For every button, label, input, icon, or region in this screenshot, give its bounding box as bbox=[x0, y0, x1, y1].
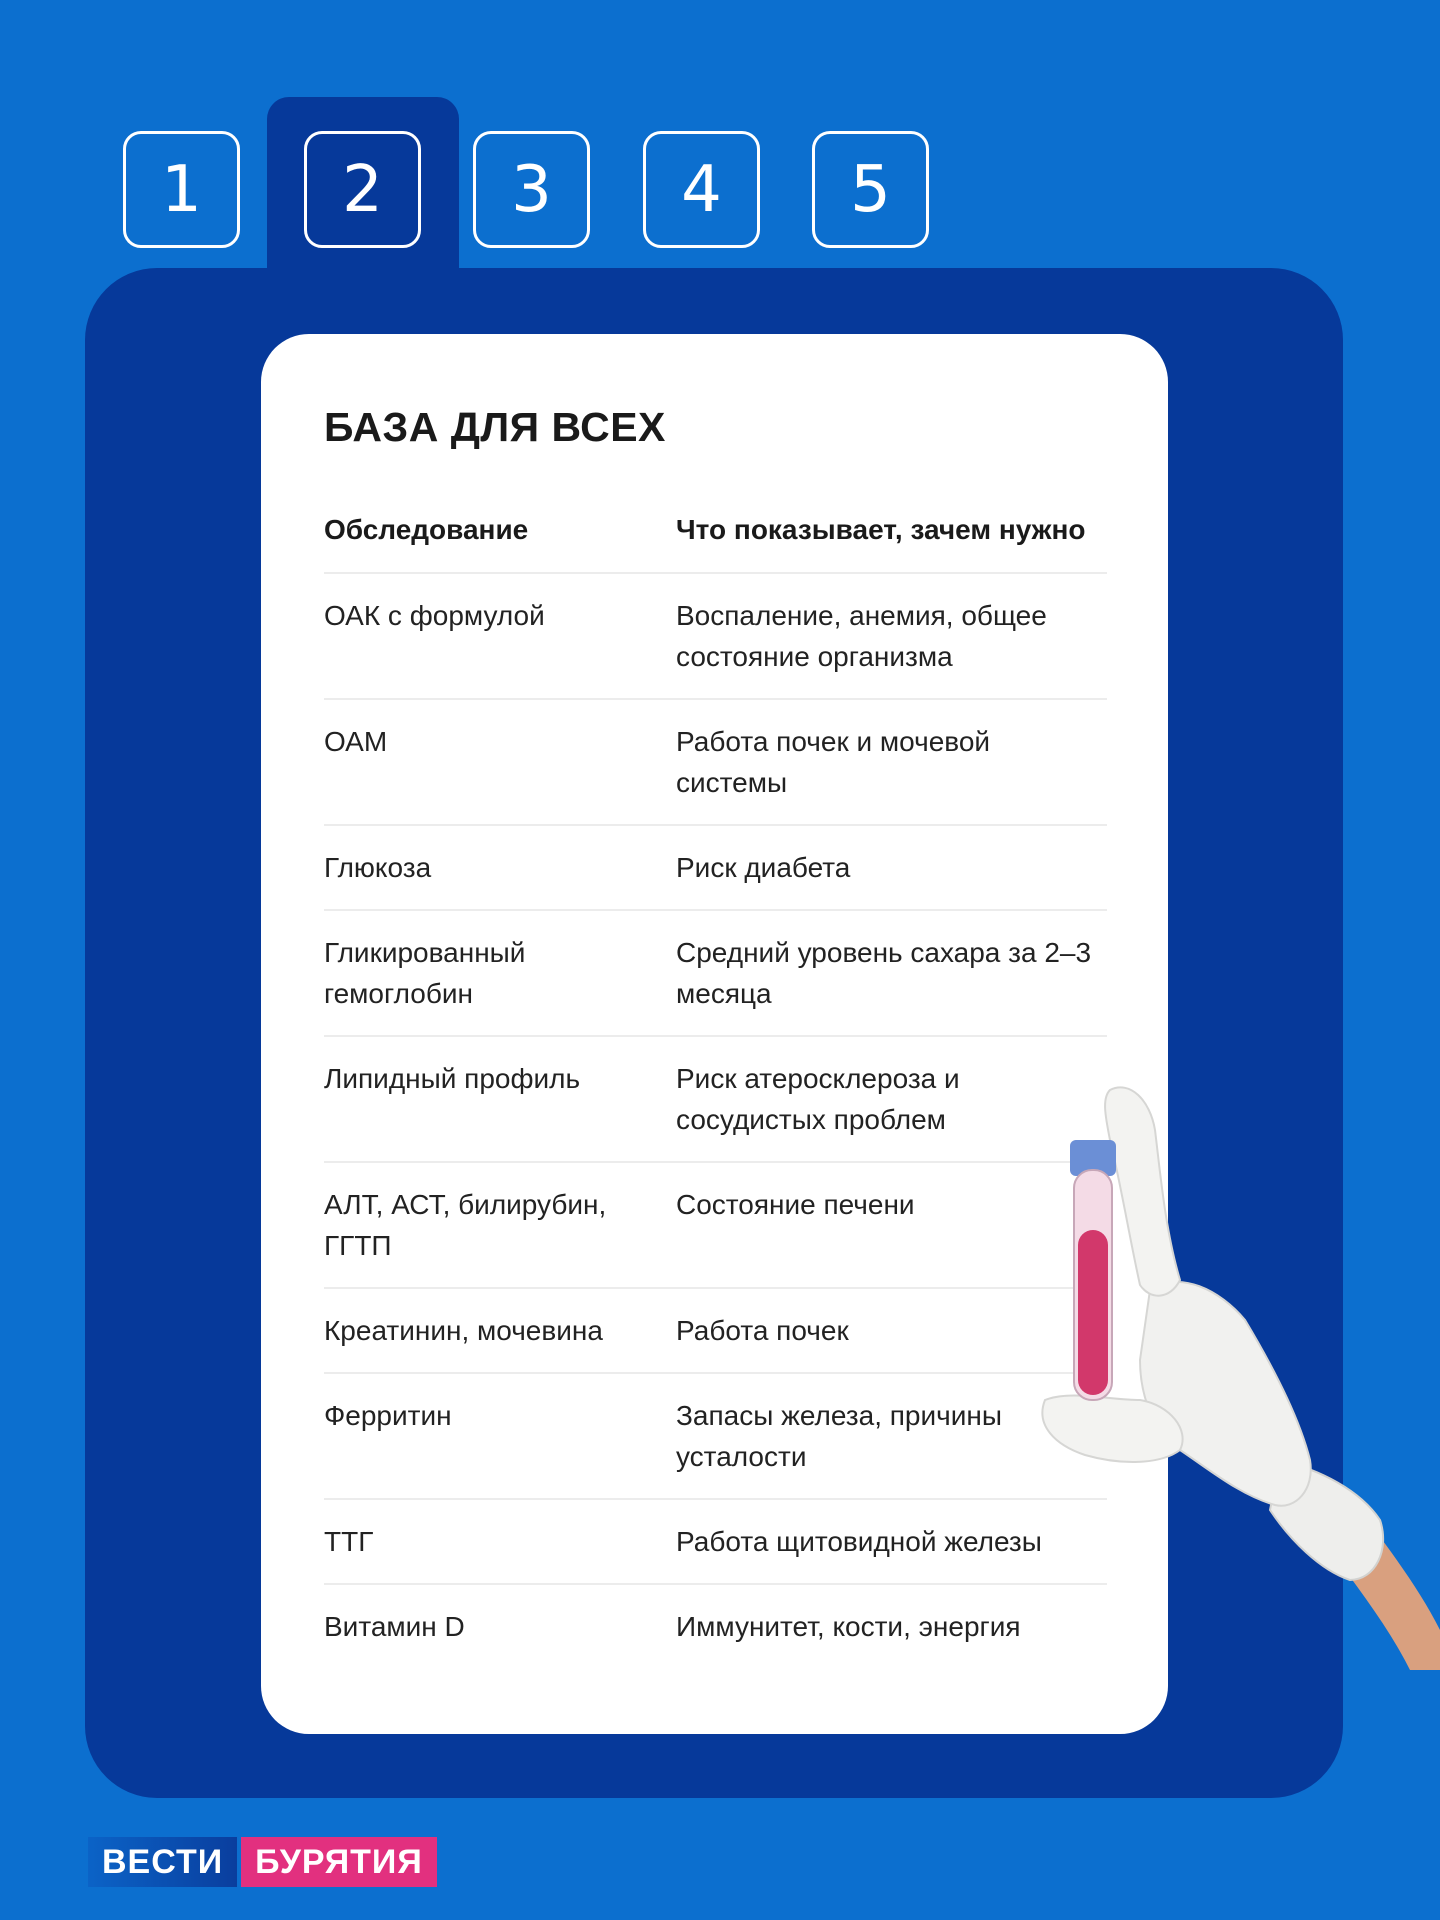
table-row bbox=[324, 825, 1107, 910]
exam-table bbox=[324, 509, 1107, 1668]
table-row bbox=[324, 1499, 1107, 1584]
exam-cell: Липидный профиль bbox=[324, 1036, 676, 1162]
table-row bbox=[324, 1288, 1107, 1373]
exam-cell: Витамин D bbox=[324, 1611, 465, 1642]
table-row bbox=[324, 910, 1107, 1036]
exam-cell: Ферритин bbox=[324, 1373, 676, 1499]
tab-1[interactable]: 1 bbox=[123, 131, 240, 248]
tab-3[interactable]: 3 bbox=[473, 131, 590, 248]
exam-cell: Гликированный гемоглобин bbox=[324, 910, 676, 1036]
purpose-cell: Работа щитовидной железы bbox=[676, 1499, 1107, 1584]
tab-5[interactable]: 5 bbox=[812, 131, 929, 248]
purpose-cell: Риск диабета bbox=[676, 825, 1107, 910]
table-row bbox=[324, 699, 1107, 825]
brand-logo bbox=[88, 1837, 437, 1887]
exam-cell: ОАМ bbox=[324, 699, 676, 825]
tab-2[interactable]: 2 bbox=[304, 131, 421, 248]
logo-part-vesti: ВЕСТИ bbox=[88, 1837, 237, 1887]
exam-cell: Глюкоза bbox=[324, 825, 676, 910]
card-title: БАЗА ДЛЯ ВСЕХ bbox=[324, 404, 666, 450]
purpose-cell: Запасы железа, причины усталости bbox=[676, 1373, 1107, 1499]
purpose-cell: Иммунитет, кости, энергия bbox=[676, 1611, 1021, 1642]
purpose-cell: Состояние печени bbox=[676, 1162, 1107, 1288]
column-header-exam: Обследование bbox=[324, 509, 676, 573]
table-row bbox=[324, 1584, 1107, 1668]
table-row bbox=[324, 1373, 1107, 1499]
table-row bbox=[324, 1162, 1107, 1288]
info-card bbox=[261, 334, 1168, 1734]
exam-cell: Креатинин, мочевина bbox=[324, 1288, 676, 1373]
tab-4[interactable]: 4 bbox=[643, 131, 760, 248]
purpose-cell: Работа почек и мочевой системы bbox=[676, 699, 1107, 825]
purpose-cell: Воспаление, анемия, общее состояние организма bbox=[676, 573, 1107, 699]
logo-part-buryatia: БУРЯТИЯ bbox=[241, 1837, 437, 1887]
purpose-cell: Средний уровень сахара за 2–3 месяца bbox=[676, 910, 1107, 1036]
table-row bbox=[324, 573, 1107, 699]
purpose-cell: Риск атеросклероза и сосудистых проблем bbox=[676, 1036, 1107, 1162]
table-row bbox=[324, 1036, 1107, 1162]
exam-cell: ОАК с формулой bbox=[324, 573, 676, 699]
purpose-cell: Работа почек bbox=[676, 1288, 1107, 1373]
exam-cell: ТТГ bbox=[324, 1499, 676, 1584]
column-header-purpose: Что показывает, зачем нужно bbox=[676, 509, 1107, 573]
exam-cell: АЛТ, АСТ, билирубин, ГГТП bbox=[324, 1162, 676, 1288]
tab-bar bbox=[0, 0, 1440, 280]
table-header-row bbox=[324, 509, 1107, 573]
